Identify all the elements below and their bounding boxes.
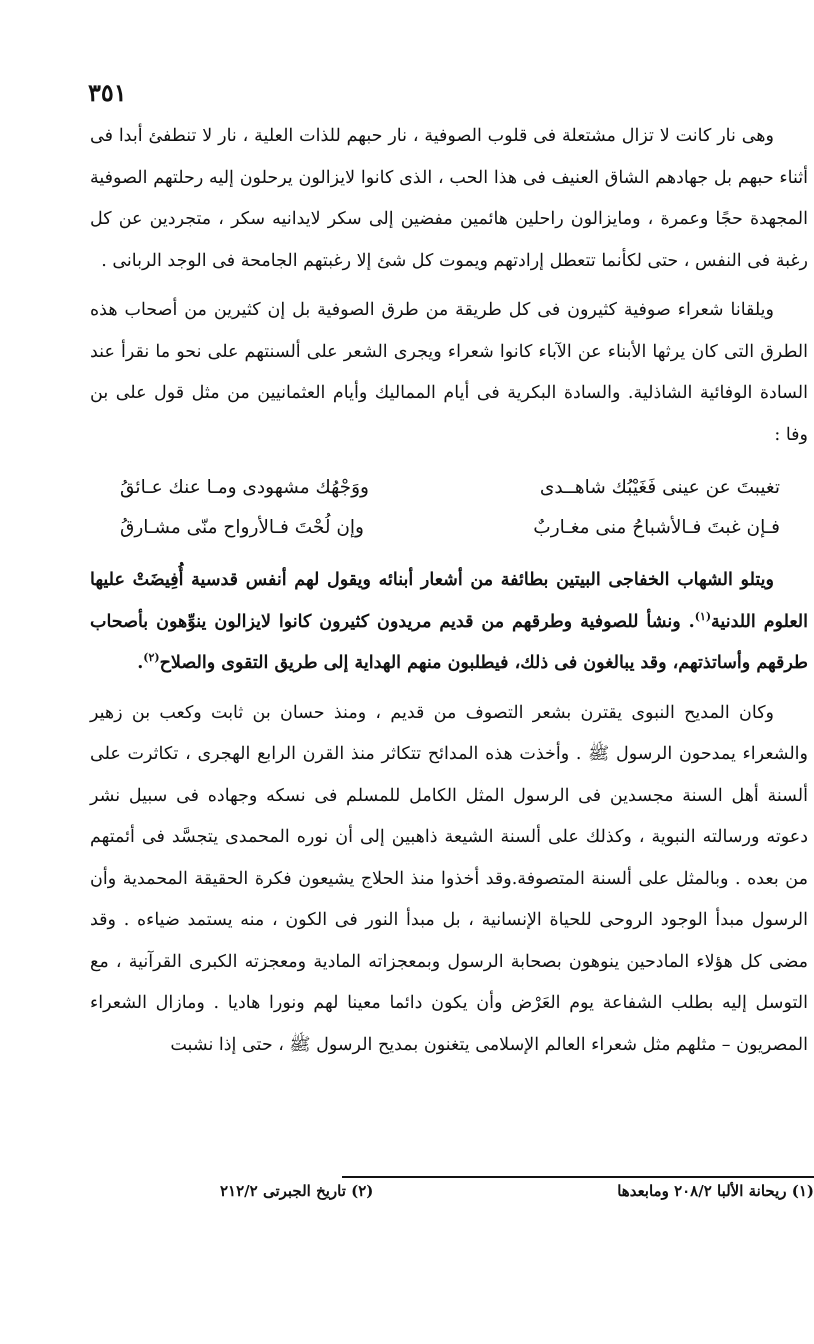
verse-first-hemistich: تغيبتَ عن عينى فَغَيْبُك شاهــدى	[539, 477, 780, 498]
footnote-1: (١) ريحانة الألبا ٢٠٨/٢ ومابعدها	[617, 1182, 814, 1200]
paragraph-4: وكان المديح النبوى يقترن بشعر التصوف من قديم ، ومنذ حسان بن ثابت وكعب بن زهير والشعراء يمدحون الرسول ﷺ . وأخذت هذه المدائح تتكاثر منذ القرن الرابع الهجرى ، تكاثرت على ألسنة أهل السنة مجسدين فى الرسول المثل الكامل للمسلم فى نسكه وجهاده فى سبيل نشر دعوته ورسالته النبوية ، وكذلك على ألسنة الشيعة ذاهبين إلى أن نوره المحمدى يتجسَّد فى أئمتهم من بعده . وبالمثل على ألسنة المتصوفة.وقد أخذوا منذ الحلاج يشيعون فكرة الحقيقة المحمدية وأن الرسول مبدأ الوجود الروحى للحياة الإنسانية ، بل مبدأ النور فى الكون ، منه يستمد ضياءه . وقد مضى كل هؤلاء المادحين ينوهون بصحابة الرسول وبمعجزاته المادية ومعجزته الكبرى القرآنية ، مع التوسل إليه بطلب الشفاعة يوم العَرْض وأن يكون دائما معينا لهم ونورا هاديا . ومازال الشعراء المصريون – مثلهم مثل شعراء العالم الإسلامى يتغنون بمديح الرسول ﷺ ، حتى إذا نشبت	[90, 702, 808, 1055]
paragraph-3-text-continued: . ونشأ للصوفية وطرقهم من قديم مريدون كثيرون كانوا لايزالون ينوِّهون بأصحاب طرقهم وأساتذتهم، وقد يبالغون فى ذلك، فيطلبون منهم الهداية إلى طريق التقوى والصلاح	[90, 611, 808, 673]
footnote-2: (٢) تاريخ الجبرتى ٢١٢/٢	[220, 1182, 374, 1200]
page-number: ٣٥١	[88, 78, 127, 107]
verse-row	[90, 468, 808, 508]
verse-first-hemistich: فـإن غبتَ فـالأشباحُ منى مغـاربٌ	[533, 517, 780, 538]
footnote-divider	[342, 1176, 814, 1178]
paragraph-3	[90, 560, 808, 685]
body-text	[90, 116, 808, 1066]
verse-second-hemistich: وإن لُحْتَ فـالأرواح منّى مشـارقُ	[120, 517, 364, 538]
footnote-ref-2: (٢)	[143, 651, 160, 665]
footnotes	[220, 1182, 814, 1200]
footnote-ref-1: (١)	[694, 609, 712, 623]
verse-second-hemistich: ووَجْهُك مشهودى ومـا عنك عـائقُ	[120, 477, 369, 498]
paragraph-3-end: .	[137, 653, 144, 673]
paragraph-1: وهى نار كانت لا تزال مشتعلة فى قلوب الصوفية ، نار حبهم للذات العلية ، نار لا تنطفئ أبدا فى أثناء حبهم بل جهادهم الشاق العنيف فى هذا الحب ، الذى كانوا لايزالون يرحلون إليه رحلتهم الصوفية المجهدة حجًا وعمرة ، ومايزالون راحلين هائمين مفضين إلى سكر لايدانيه سكر ، متجردين عن كل رغبة فى النفس ، حتى لكأنما تتعطل إرادتهم ويموت كل شئ إلا رغبتهم الجامحة فى الوجد الربانى .	[90, 126, 808, 271]
paragraph-2: ويلقانا شعراء صوفية كثيرون فى كل طريقة من طرق الصوفية بل إن كثيرين من أصحاب هذه الطرق التى كان يرثها الأبناء عن الآباء كانوا شعراء ويجرى الشعر على ألسنتهم على نحو ما نقرأ عند السادة الوفائية الشاذلية. والسادة البكرية فى أيام المماليك وأيام العثمانيين من مثل قول على بن وفا :	[90, 300, 808, 445]
poem-verses	[90, 468, 808, 548]
paragraph-3-text: ويتلو الشهاب الخفاجى البيتين بطائفة من أشعار أبنائه ويقول لهم أنفس قدسية أُفِيضَتْ عليها العلوم اللدنية	[90, 570, 808, 632]
verse-row	[90, 508, 808, 548]
